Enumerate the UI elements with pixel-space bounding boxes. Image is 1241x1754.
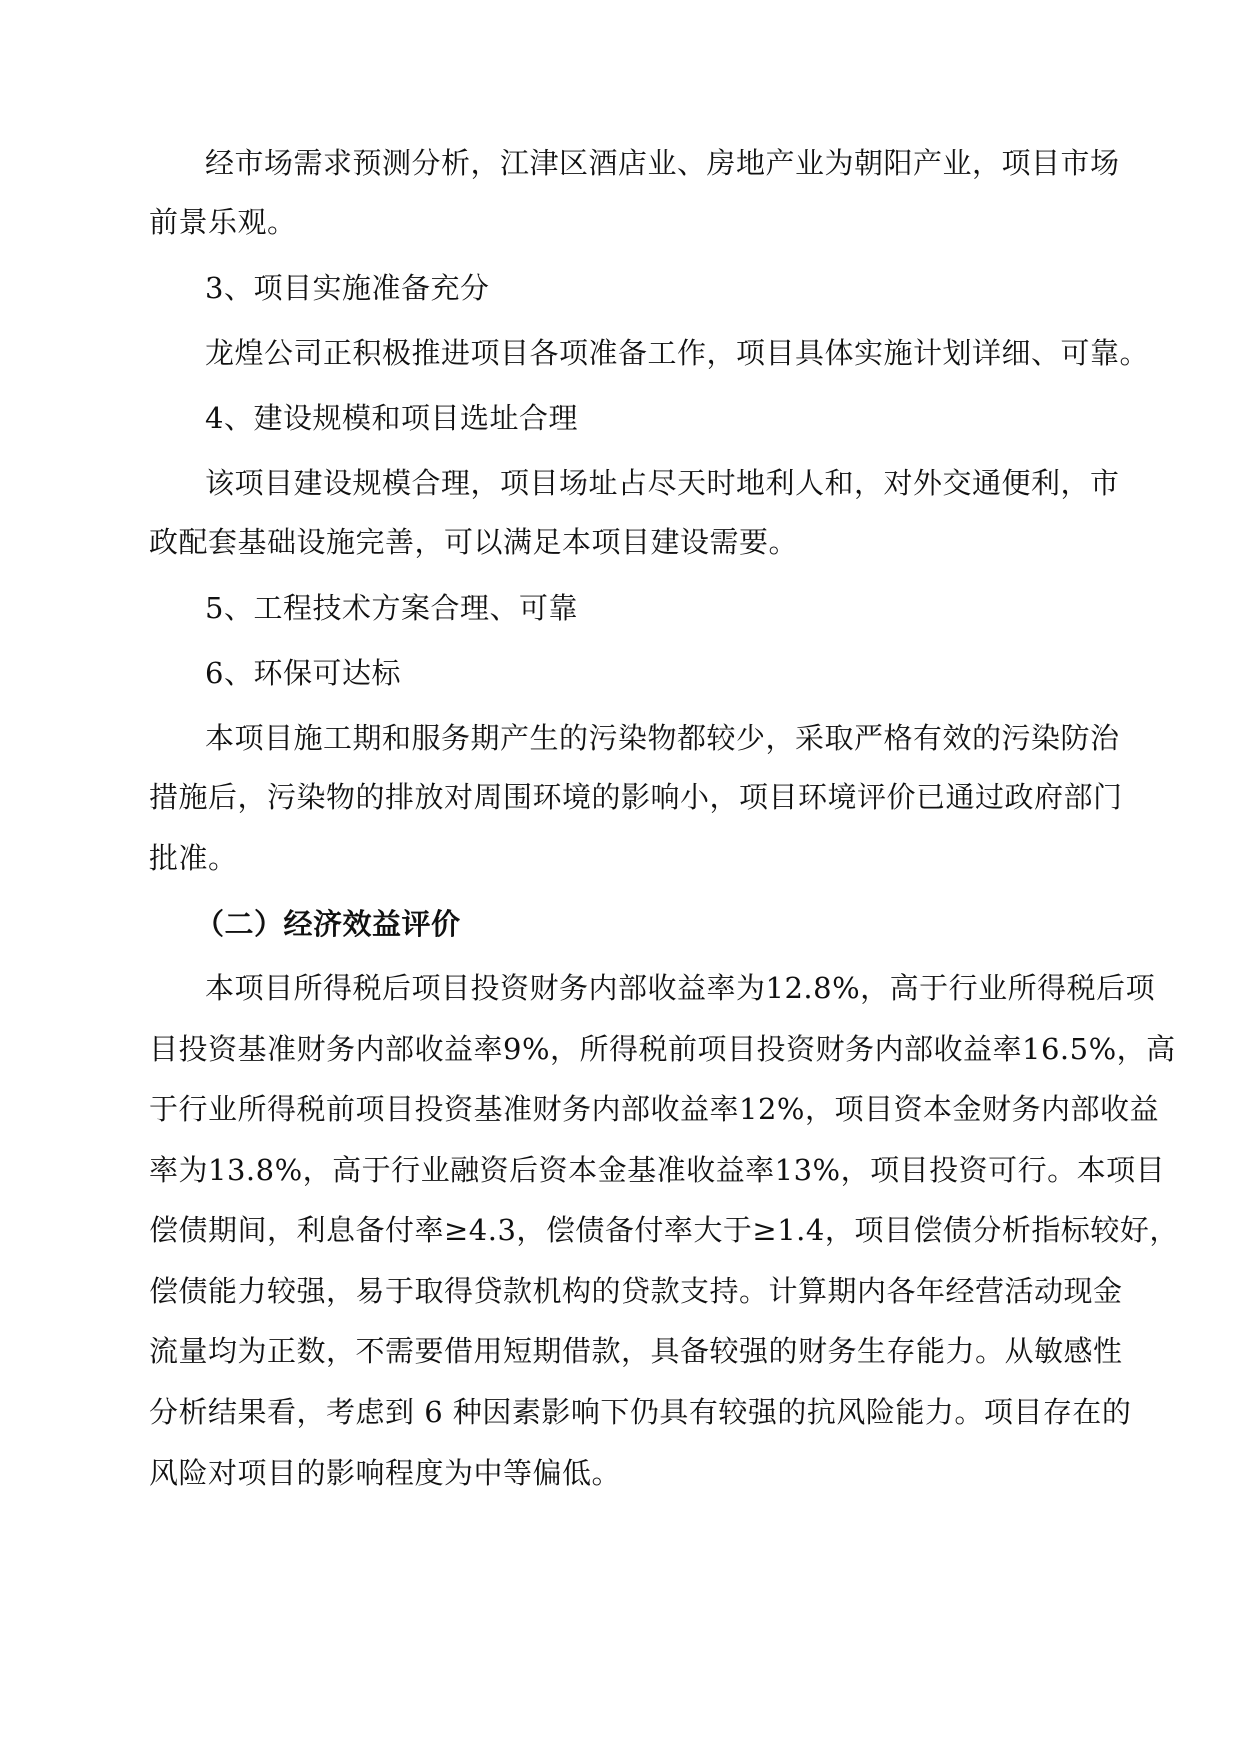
paragraph-economic-line-2: 目投资基准财务内部收益率9%，所得税前项目投资财务内部收益率16.5%，高 [149,1032,1176,1066]
paragraph-economic-line-7: 流量均为正数，不需要借用短期借款，具备较强的财务生存能力。从敏感性 [149,1334,1123,1368]
paragraph-market-line-2: 前景乐观。 [149,205,297,239]
paragraph-economic-line-9: 风险对项目的影响程度为中等偏低。 [149,1456,622,1490]
paragraph-environment-line-2: 措施后，污染物的排放对周围环境的影响小，项目环境评价已通过政府部门 [149,780,1123,814]
paragraph-economic-line-1: 本项目所得税后项目投资财务内部收益率为12.8%，高于行业所得税后项 [205,971,1156,1005]
paragraph-market-line-1: 经市场需求预测分析，江津区酒店业、房地产业为朝阳产业，项目市场 [205,146,1120,180]
paragraph-economic-line-5: 偿债期间，利息备付率≥4.3，偿债备付率大于≥1.4，项目偿债分析指标较好， [149,1213,1179,1247]
paragraph-economic-line-4: 率为13.8%，高于行业融资后资本金基准收益率13%，项目投资可行。本项目 [149,1153,1166,1187]
item-5-heading: 5、工程技术方案合理、可靠 [205,591,578,625]
section-heading-economic-evaluation: （二）经济效益评价 [195,907,461,941]
item-3-heading: 3、项目实施准备充分 [205,271,490,305]
paragraph-site-line-2: 政配套基础设施完善，可以满足本项目建设需要。 [149,525,799,559]
paragraph-site-line-1: 该项目建设规模合理，项目场址占尽天时地利人和，对外交通便利，市 [205,466,1120,500]
paragraph-economic-line-6: 偿债能力较强，易于取得贷款机构的贷款支持。计算期内各年经营活动现金 [149,1274,1123,1308]
paragraph-preparation: 龙煌公司正积极推进项目各项准备工作，项目具体实施计划详细、可靠。 [205,336,1150,370]
paragraph-environment-line-3: 批准。 [149,841,238,875]
item-6-heading: 6、环保可达标 [205,656,401,690]
paragraph-economic-line-3: 于行业所得税前项目投资基准财务内部收益率12%，项目资本金财务内部收益 [149,1092,1159,1126]
item-4-heading: 4、建设规模和项目选址合理 [205,401,578,435]
paragraph-environment-line-1: 本项目施工期和服务期产生的污染物都较少，采取严格有效的污染防治 [205,721,1120,755]
paragraph-economic-line-8: 分析结果看，考虑到 6 种因素影响下仍具有较强的抗风险能力。项目存在的 [149,1395,1132,1429]
